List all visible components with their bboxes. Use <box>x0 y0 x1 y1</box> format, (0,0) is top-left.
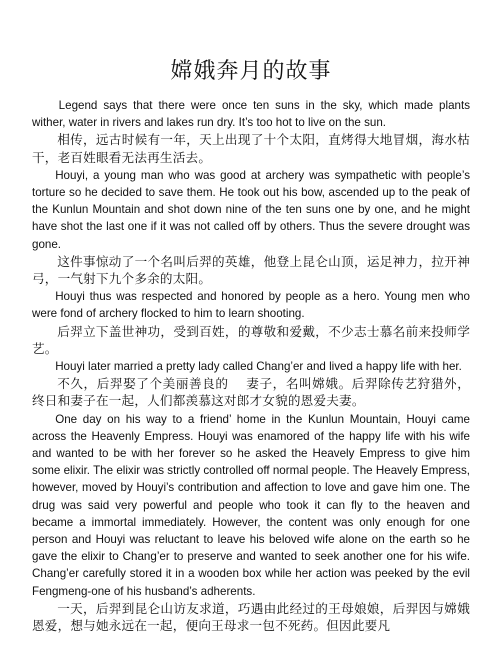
english-paragraph: Houyi, a young man who was good at archery was sympathetic with people’s torture so he decided to save them. He took out his bow, ascended up to the peak of the Kunlun Mountain and shot down nine of the ten suns one by one, and he might have shot the last one if it was not called off by others. Thus the severe drought was gone. <box>32 168 470 251</box>
document-body <box>32 97 470 634</box>
chinese-paragraph: 相传，远古时候有一年，天上出现了十个太阳，直烤得大地冒烟，海水枯干，老百姓眼看无法再生活去。 <box>32 132 470 165</box>
chinese-paragraph: 后羿立下盖世神功，受到百姓，的尊敬和爱戴，不少志士慕名前来投师学艺。 <box>32 323 470 356</box>
chinese-paragraph: 不久，后羿娶了个美丽善良的 妻子，名叫嫦娥。后羿除传艺狩猎外，终日和妻子在一起，人们都羡慕这对郎才女貌的恩爱夫妻。 <box>32 376 470 409</box>
chinese-paragraph: 一天，后羿到昆仑山访友求道，巧遇由此经过的王母娘娘，后羿因与嫦娥恩爱，想与她永远在一起，便向王母求一包不死药。但因此要凡 <box>32 600 470 634</box>
document-title: 嫦娥奔月的故事 <box>170 59 332 84</box>
english-paragraph: Houyi later married a pretty lady called Chang’er and lived a happy life with her. <box>55 360 462 374</box>
chinese-paragraph: 这件事惊动了一个名叫后羿的英雄，他登上昆仑山顶，运足神力，拉开神弓，一气射下九个多余的太阳。 <box>32 253 470 287</box>
english-paragraph: Legend says that there were once ten suns in the sky, which made plants wither, water in rivers and lakes run dry. It’s too hot to live on the sun. <box>32 99 470 130</box>
english-paragraph: Houyi thus was respected and honored by people as a hero. Young men who were fond of archery flocked to him to learn shooting. <box>32 290 470 321</box>
english-paragraph: One day on his way to a friend’ home in the Kunlun Mountain, Houyi came across the Heavenly Empress. Houyi was enamored of the happy life with his wife and wanted to be with her forever so he asked the Heavely Empress to give him some elixir. The elixir was strictly controlled off normal people. The Heavely Empress, however, moved by Houyi’s contribution and affection to love and gave him one. The drug was said very powerful and people who took it can fly to the heaven and became a immortal immediately. However, the content was only enough for one person and Houyi was reluctant to leave his beloved wife alone on the earth so he gave the elixir to Chang’er to preserve and wanted to seek another one for his wife. Chang’er carefully stored it in a wooden box while her action was peeked by the evil Fengmeng-one of his husband’s adherents. <box>32 412 470 598</box>
